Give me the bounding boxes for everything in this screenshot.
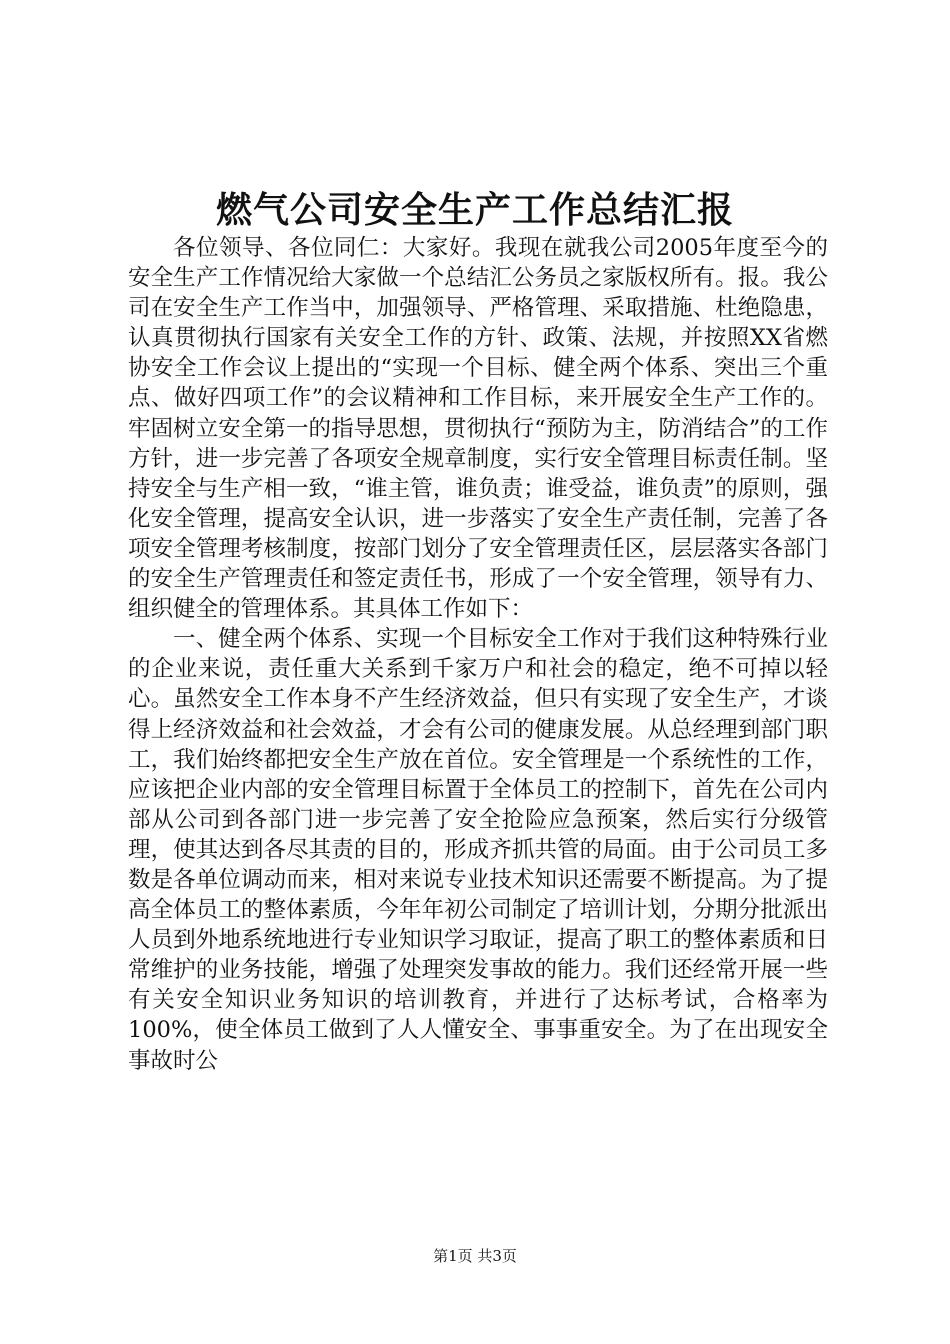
- page-footer: 第1页 共3页: [433, 1247, 517, 1265]
- paragraph-intro: 各位领导、各位同仁：大家好。我现在就我公司2005年度至今的安全生产工作情况给大家做一个总结汇公务员之家版权所有。报。我公司在安全生产工作当中，加强领导、严格管理、采取措施、杜绝隐患，认真贯彻执行国家有关安全工作的方针、政策、法规，并按照XX省燃协安全工作会议上提出的“实现一个目标、健全两个体系、突出三个重点、做好四项工作”的会议精神和工作目标，来开展安全生产工作的。牢固树立安全第一的指导思想，贯彻执行“预防为主，防消结合”的工作方针，进一步完善了各项安全规章制度，实行安全管理目标责任制。坚持安全与生产相一致，“谁主管，谁负责；谁受益，谁负责”的原则，强化安全管理，提高安全认识，进一步落实了安全生产责任制，完善了各项安全管理考核制度，按部门划分了安全管理责任区，层层落实各部门的安全生产管理责任和签定责任书，形成了一个安全管理，领导有力、组织健全的管理体系。其具体工作如下：: [128, 235, 828, 623]
- document-title: 燃气公司安全生产工作总结汇报: [215, 189, 734, 231]
- document-body: [128, 233, 828, 1076]
- paragraph-section-one: 一、健全两个体系、实现一个目标安全工作对于我们这种特殊行业的企业来说，责任重大关系到千家万户和社会的稳定，绝不可掉以轻心。虽然安全工作本身不产生经济效益，但只有实现了安全生产，才谈得上经济效益和社会效益，才会有公司的健康发展。从总经理到部门职工，我们始终都把安全生产放在首位。安全管理是一个系统性的工作，应该把企业内部的安全管理目标置于全体员工的控制下，首先在公司内部从公司到各部门进一步完善了安全抢险应急预案，然后实行分级管理，使其达到各尽其责的目的，形成齐抓共管的局面。由于公司员工多数是各单位调动而来，相对来说专业技术知识还需要不断提高。为了提高全体员工的整体素质，今年年初公司制定了培训计划，分期分批派出人员到外地系统地进行专业知识学习取证，提高了职工的整体素质和日常维护的业务技能，增强了处理突发事故的能力。我们还经常开展一些有关安全知识业务知识的培训教育，并进行了达标考试，合格率为100%，使全体员工做到了人人懂安全、事事重安全。为了在出现安全事故时公: [128, 626, 828, 1074]
